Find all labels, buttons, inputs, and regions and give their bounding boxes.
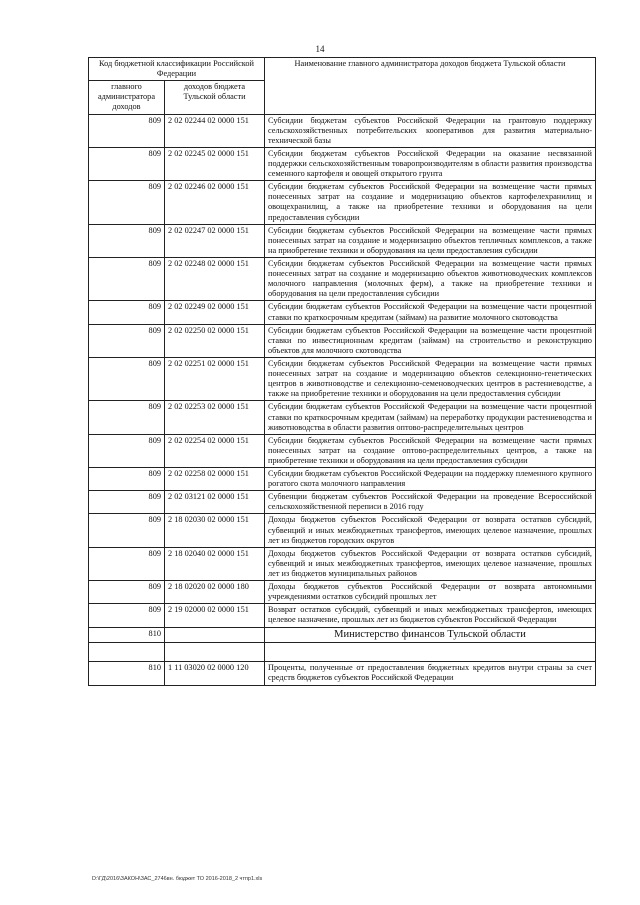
table-row	[89, 357, 596, 400]
ministry-section	[89, 627, 596, 685]
table-row	[89, 491, 596, 514]
revenue-code: 2 02 02244 02 0000 151	[165, 114, 265, 147]
revenue-name: Доходы бюджетов субъектов Российской Федерации от возврата автономными учреждениями остатков субсидий прошлых лет	[265, 581, 596, 604]
code-group-header: Код бюджетной классификации Российской Федерации	[89, 58, 265, 81]
admin-code: 809	[89, 401, 165, 434]
revenue-name: Субсидии бюджетам субъектов Российской Федерации на грантовую поддержку сельскохозяйственных потребительских кооперативов для развития материально-технической базы	[265, 114, 596, 147]
name-group-header: Наименование главного администратора доходов бюджета Тульской области	[265, 58, 596, 115]
revenue-column-header: доходов бюджета Тульской области	[165, 81, 265, 114]
revenue-name: Субсидии бюджетам субъектов Российской Федерации на возмещение части прямых понесенных затрат на создание и модернизацию объектов картофелехранилищ и овощехранилищ, а также на приобретение техники и оборудования на цели предоставления субсидии	[265, 181, 596, 224]
revenue-code: 2 02 02247 02 0000 151	[165, 224, 265, 257]
ministry-name: Министерство финансов Тульской области	[265, 627, 596, 643]
revenue-name: Субсидии бюджетам субъектов Российской Федерации на оказание несвязанной поддержки сельскохозяйственным товаропроизводителям в области развития производства семенного картофеля и овощей открытого грунта	[265, 147, 596, 180]
table-row	[89, 147, 596, 180]
revenue-code: 2 18 02030 02 0000 151	[165, 514, 265, 547]
revenue-name: Субсидии бюджетам субъектов Российской Федерации на возмещение части процентной ставки по краткосрочным кредитам (займам) на переработку продукции растениеводства и животноводства в области развития оптово-распределительных центров	[265, 401, 596, 434]
admin-column-header: главного администратора доходов	[89, 81, 165, 114]
admin-code: 809	[89, 468, 165, 491]
revenue-code: 1 11 03020 02 0000 120	[165, 662, 265, 685]
revenue-code: 2 02 02246 02 0000 151	[165, 181, 265, 224]
admin-code: 809	[89, 324, 165, 357]
admin-code: 809	[89, 604, 165, 627]
admin-code: 810	[89, 662, 165, 685]
page-number: 14	[315, 44, 325, 54]
table-row	[89, 514, 596, 547]
admin-code: 809	[89, 581, 165, 604]
admin-code: 809	[89, 357, 165, 400]
table-row	[89, 547, 596, 580]
blank-row	[89, 643, 596, 662]
revenue-name: Возврат остатков субсидий, субвенций и иных межбюджетных трансфертов, имеющих целевое назначение, прошлых лет из бюджетов субъектов Российской Федерации	[265, 604, 596, 627]
table-row	[89, 401, 596, 434]
table-row	[89, 257, 596, 300]
revenue-name: Субсидии бюджетам субъектов Российской Федерации на возмещение части прямых понесенных затрат на создание и модернизацию объектов животноводческих комплексов молочного направления (молочных ферм), а также на приобретение техники и оборудования на цели предоставления субсидии	[265, 257, 596, 300]
admin-code: 809	[89, 491, 165, 514]
revenue-code: 2 02 02253 02 0000 151	[165, 401, 265, 434]
revenue-name: Доходы бюджетов субъектов Российской Федерации от возврата остатков субсидий, субвенций и иных межбюджетных трансфертов, имеющих целевое назначение, прошлых лет из бюджетов муниципальных районов	[265, 547, 596, 580]
revenue-code: 2 02 02248 02 0000 151	[165, 257, 265, 300]
table-row	[89, 434, 596, 467]
revenue-code: 2 02 02249 02 0000 151	[165, 301, 265, 324]
admin-code: 809	[89, 547, 165, 580]
table-row	[89, 224, 596, 257]
footer-file-path: D:\ГД\2016\ЗАКОН\ЗАС_2746вн. бюджет ТО 2016-2018_2 чтпр1.xls	[92, 876, 263, 882]
revenue-code: 2 19 02000 02 0000 151	[165, 604, 265, 627]
revenue-name: Субсидии бюджетам субъектов Российской Федерации на возмещение части прямых понесенных затрат на создание оптово-распределительных центров, а также на приобретение техники и оборудования на цели предоставления субсидии	[265, 434, 596, 467]
revenue-code: 2 02 02250 02 0000 151	[165, 324, 265, 357]
revenue-name: Проценты, полученные от предоставления бюджетных кредитов внутри страны за счет средств бюджетов субъектов Российской Федерации	[265, 662, 596, 685]
admin-code: 809	[89, 224, 165, 257]
table-row	[89, 301, 596, 324]
revenue-name: Субсидии бюджетам субъектов Российской Федерации на возмещение части процентной ставки по инвестиционным кредитам (займам) на строительство и реконструкцию объектов для молочного скотоводства	[265, 324, 596, 357]
table-row	[89, 604, 596, 627]
admin-code: 809	[89, 114, 165, 147]
table-row	[89, 324, 596, 357]
ministry-admin-code: 810	[89, 627, 165, 643]
revenue-name: Субсидии бюджетам субъектов Российской Федерации на возмещение части прямых понесенных затрат на создание и модернизацию объектов тепличных комплексов, а также на приобретение техники и оборудования на цели предоставления субсидии	[265, 224, 596, 257]
revenue-name: Субвенции бюджетам субъектов Российской Федерации на проведение Всероссийской сельскохозяйственной переписи в 2016 году	[265, 491, 596, 514]
revenue-code: 2 02 02251 02 0000 151	[165, 357, 265, 400]
revenue-code: 2 02 02258 02 0000 151	[165, 468, 265, 491]
admin-code: 809	[89, 257, 165, 300]
ministry-row	[89, 627, 596, 643]
budget-classification-table	[88, 57, 596, 686]
table-row	[89, 581, 596, 604]
admin-code: 809	[89, 181, 165, 224]
revenue-name: Субсидии бюджетам субъектов Российской Федерации на возмещение части прямых понесенных затрат на создание и модернизацию объектов селекционно-генетических центров в животноводстве и селекционно-семеноводческих центров в растениеводстве, а также на приобретение техники и оборудования на цели предоставления субсидии	[265, 357, 596, 400]
table-row	[89, 181, 596, 224]
table-row	[89, 468, 596, 491]
revenue-code: 2 02 02245 02 0000 151	[165, 147, 265, 180]
ministry-empty-cell	[165, 627, 265, 643]
revenue-name: Доходы бюджетов субъектов Российской Федерации от возврата остатков субсидий, субвенций и иных межбюджетных трансфертов, имеющих целевое назначение, прошлых лет из бюджетов городских округов	[265, 514, 596, 547]
revenue-name: Субсидии бюджетам субъектов Российской Федерации на поддержку племенного крупного рогатого скота молочного направления	[265, 468, 596, 491]
table-body	[89, 114, 596, 627]
table-row	[89, 662, 596, 685]
admin-code: 809	[89, 434, 165, 467]
revenue-code: 2 02 02254 02 0000 151	[165, 434, 265, 467]
revenue-code: 2 18 02020 02 0000 180	[165, 581, 265, 604]
table-header	[89, 58, 596, 115]
table-row	[89, 114, 596, 147]
revenue-name: Субсидии бюджетам субъектов Российской Федерации на возмещение части процентной ставки по краткосрочным кредитам (займам) на развитие молочного скотоводства	[265, 301, 596, 324]
admin-code: 809	[89, 514, 165, 547]
revenue-code: 2 02 03121 02 0000 151	[165, 491, 265, 514]
admin-code: 809	[89, 147, 165, 180]
revenue-code: 2 18 02040 02 0000 151	[165, 547, 265, 580]
admin-code: 809	[89, 301, 165, 324]
